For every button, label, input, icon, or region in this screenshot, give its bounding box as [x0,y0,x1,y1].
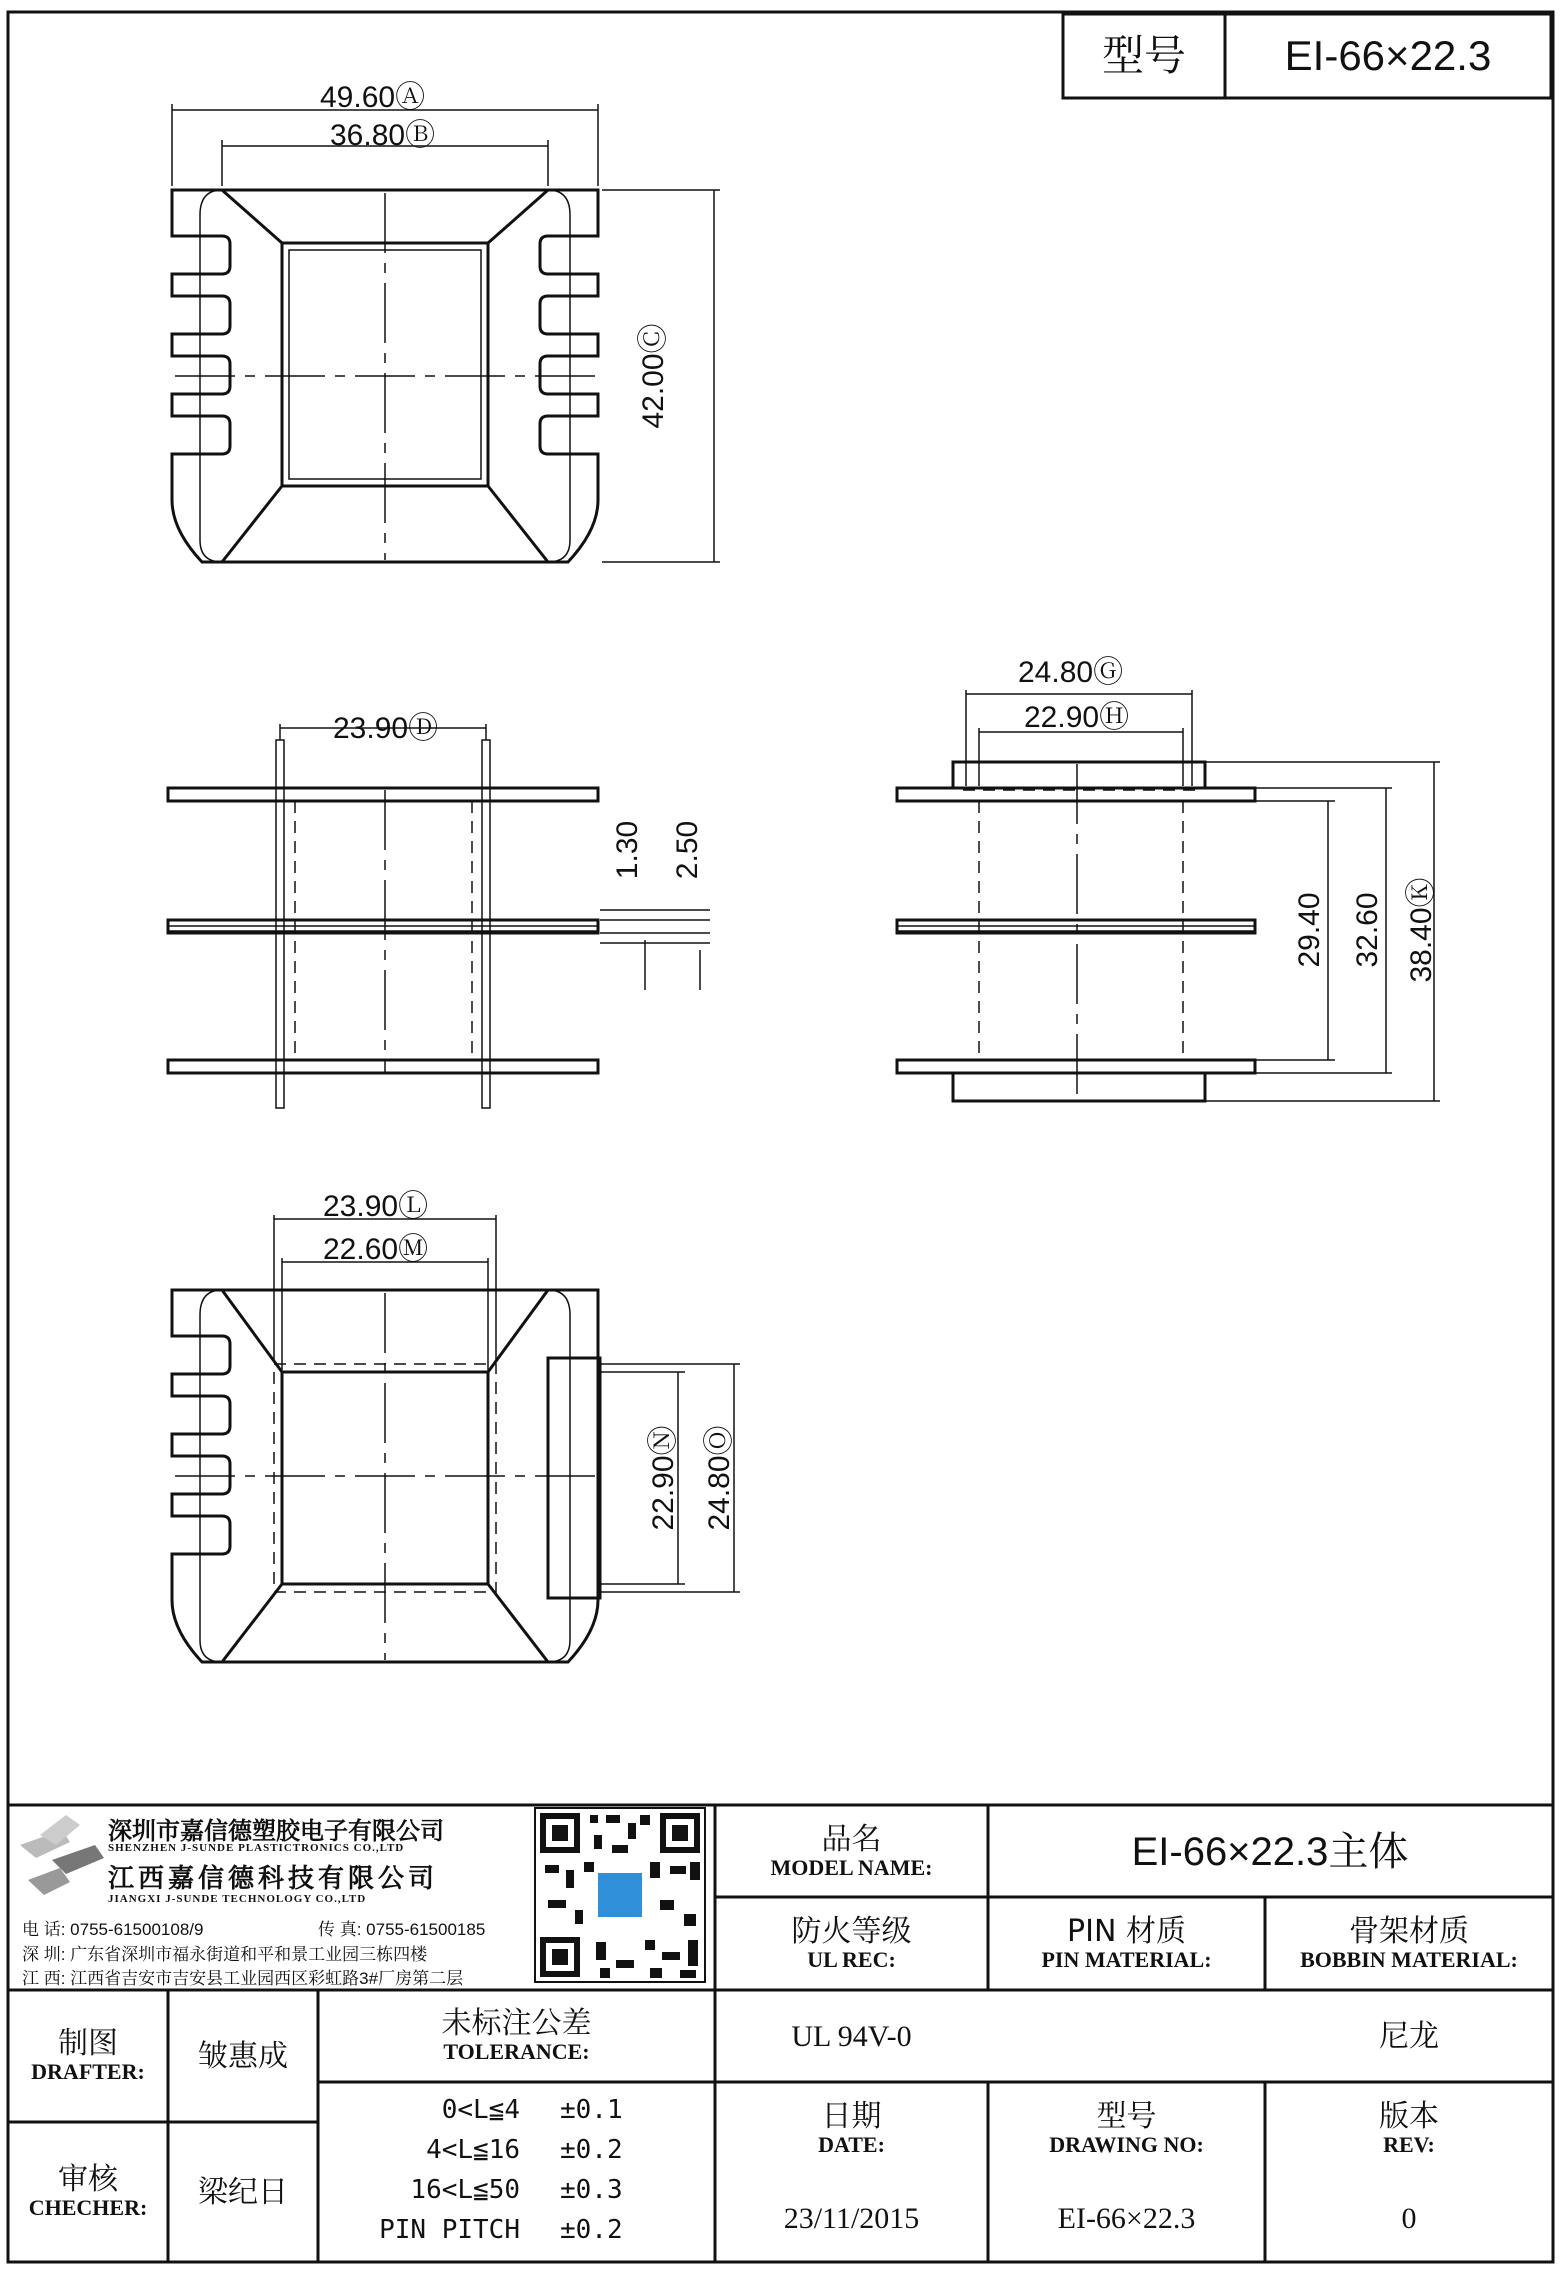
pin-material-value [990,1992,1263,2080]
drawing-no-value: EI-66×22.3 [1057,2201,1196,2235]
drawing-no-label: 型号 DRAWING NO: [1049,2099,1204,2158]
bottom-view-dimensions [274,1215,740,1592]
tolerance-row: PIN PITCH ±0.2 [379,2215,623,2245]
model-value: EI-66×22.3 [1284,31,1492,79]
bottom-view [172,1290,600,1662]
top-view [172,190,598,562]
dim-o: 24.80Ⓞ [703,1425,736,1531]
date-value: 23/11/2015 [783,2201,920,2235]
dim-d: 23.90Ⓓ [333,712,439,745]
dim-e: 1.30 [611,820,644,880]
ul-label: 防火等级 UL REC: [791,1914,912,1973]
company-logo-icon [20,1815,104,1895]
dim-a: 49.60Ⓐ [320,81,426,114]
dim-n: 22.90Ⓝ [647,1425,680,1531]
company-phone: 电 话: 0755-61500108/9 [22,1920,204,1939]
checker-name: 梁纪日 [198,2174,288,2210]
tolerance-row: 16<L≦50 ±0.3 [410,2175,623,2205]
front-view-dimensions [280,724,710,990]
company-name-jx-en: JIANGXI J-SUNDE TECHNOLOGY CO.,LTD [108,1893,367,1905]
dim-h: 22.90Ⓗ [1024,701,1130,734]
pin-material-label: PIN 材质 PIN MATERIAL: [1041,1914,1212,1973]
side-view [897,762,1255,1101]
model-label: 型号 [1101,30,1186,80]
tolerance-title: 未标注公差 TOLERANCE: [441,2006,592,2065]
ul-value: UL 94V-0 [791,2019,912,2053]
dim-j: 32.60 [1351,892,1384,968]
product-name-value: EI-66×22.3主体 [1131,1830,1409,1874]
company-addr-jx: 江 西: 江西省吉安市吉安县工业园西区彩虹路3#厂房第二层 [22,1969,464,1988]
dim-k: 38.40Ⓚ [1405,877,1438,983]
dim-g: 24.80Ⓖ [1018,656,1124,689]
company-name-jx: 江西嘉信德科技有限公司 [108,1863,439,1893]
drafter-label: 制图 DRAFTER: [31,2026,145,2085]
bobbin-material-value: 尼龙 [1379,2018,1439,2054]
dim-b: 36.80Ⓑ [330,119,436,152]
company-name-sz: 深圳市嘉信德塑胶电子有限公司 [108,1818,444,1845]
company-fax: 传 真: 0755-61500185 [318,1920,486,1939]
company-addr-sz: 深 圳: 广东省深圳市福永街道和平和景工业园三栋四楼 [22,1945,428,1964]
tolerance-row: 0<L≦4 ±0.1 [441,2095,623,2125]
rev-label: 版本 REV: [1379,2099,1439,2158]
dim-c: 42.00Ⓒ [637,323,670,429]
dim-i: 29.40 [1293,892,1326,968]
tolerance-row: 4<L≦16 ±0.2 [426,2135,623,2165]
rev-value: 0 [1401,2201,1417,2235]
tolerance-table [330,2090,710,2250]
company-name-sz-en: SHENZHEN J-SUNDE PLASTICTRONICS CO.,LTD [108,1842,405,1854]
checker-label: 审核 CHECHER: [28,2162,148,2221]
qr-code [535,1808,705,1982]
dim-m: 22.60Ⓜ [323,1233,429,1266]
date-label: 日期 DATE: [818,2099,885,2158]
drafter-name: 皱惠成 [198,2038,288,2074]
bobbin-material-label: 骨架材质 BOBBIN MATERIAL: [1300,1914,1518,1973]
dim-l: 23.90Ⓛ [323,1190,429,1223]
dim-f: 2.50 [671,820,704,880]
front-view [168,740,598,1108]
product-name-label: 品名 MODEL NAME: [770,1822,933,1881]
